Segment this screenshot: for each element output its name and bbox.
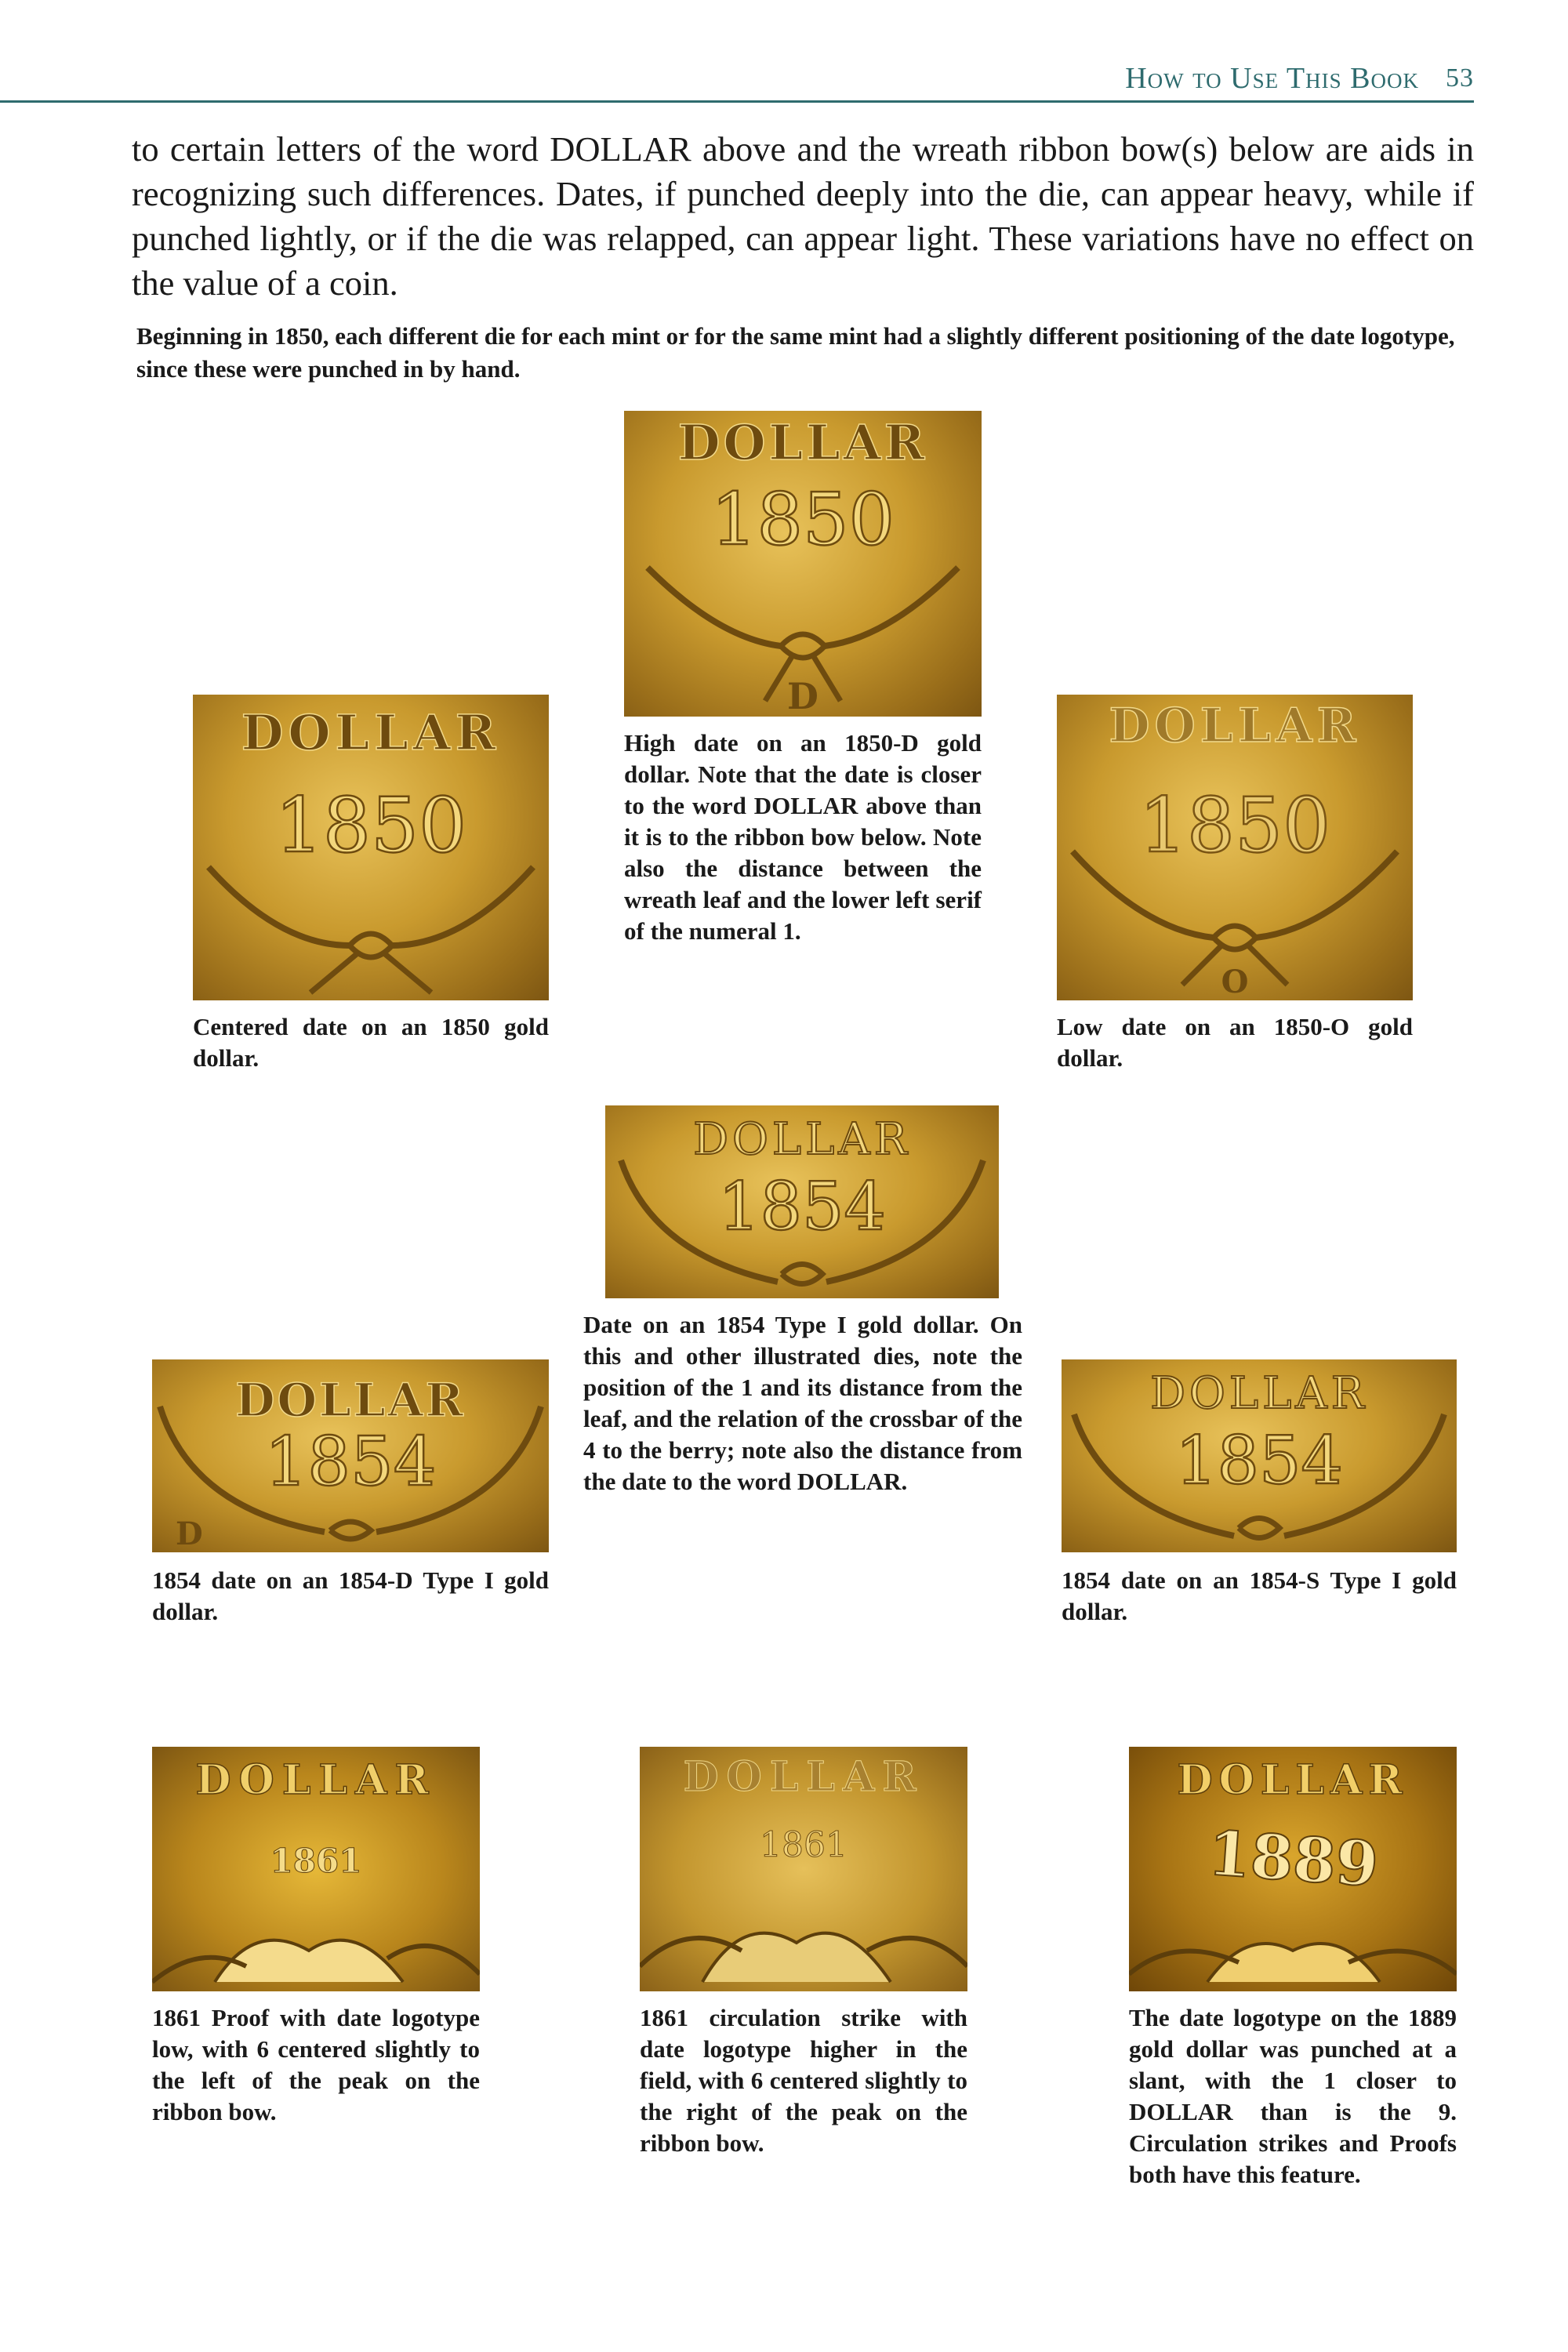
ribbon-bow xyxy=(1207,1944,1380,1982)
ribbon-bow xyxy=(1239,1519,1279,1538)
coin-date: 1889 xyxy=(1205,1817,1381,1901)
caption-1889: The date logotype on the 1889 gold dollar was punched at a slant, with the 1 closer to DOLLAR than is the 9. Circulation strikes and Proofs both have this feature. xyxy=(1129,2004,1457,2188)
coin-date: 1854 xyxy=(1175,1422,1343,1499)
ribbon-bow xyxy=(215,1940,403,1982)
page-number: 53 xyxy=(1446,64,1474,93)
coin-legend: DOLLAR xyxy=(1109,699,1361,753)
coin-photo-1854 xyxy=(605,1105,999,1298)
body-paragraph: to certain letters of the word DOLLAR above and the wreath ribbon bow(s) below are aids in recognizing such differences. Dates, if punched deeply into the die, can appear heavy, while if punched lightly, or if the die was relapped, can appear light. These variations have no effect on the value of a coin. xyxy=(132,129,1474,303)
ribbon-bow xyxy=(782,1265,822,1284)
caption-1861-circulation: 1861 circulation strike with date logotype higher in the field, with 6 centered slightly to the right of the peak on the ribbon bow. xyxy=(640,2004,967,2157)
coin-date: 1861 xyxy=(270,1842,362,1880)
coin-date: 1854 xyxy=(264,1423,437,1501)
caption-1854: Date on an 1854 Type I gold dollar. On this and other illustrated dies, note the position of the 1 and its distance from the leaf, and the relation of the crossbar of the 4 to the berry; note also the distance from the date to the word DOLLAR. xyxy=(583,1311,1022,1495)
coin-legend: DOLLAR xyxy=(195,1756,437,1804)
caption-1861-proof: 1861 Proof with date logotype low, with 6 centered slightly to the left of the peak on the ribbon bow. xyxy=(152,2004,480,2125)
coin-date: 1854 xyxy=(718,1168,886,1245)
coin-legend: DOLLAR xyxy=(241,704,501,761)
caption-1850-d: High date on an 1850-D gold dollar. Note that the date is closer to the word DOLLAR above than it is to the ribbon bow below. Note also the distance between the wreath leaf and the lower left serif of the numeral 1. xyxy=(624,729,982,945)
coin-photo-1854-s xyxy=(1062,1359,1457,1552)
caption-1850-o: Low date on an 1850-O gold dollar. xyxy=(1057,1013,1413,1072)
coin-legend: DOLLAR xyxy=(677,414,928,471)
coin-legend: DOLLAR xyxy=(693,1114,911,1165)
coin-legend: DOLLAR xyxy=(683,1753,924,1801)
coin-legend: DOLLAR xyxy=(1177,1756,1409,1804)
mint-mark: O xyxy=(1221,964,1249,1000)
coin-photo-1889 xyxy=(1129,1747,1457,1991)
mint-mark: D xyxy=(787,675,818,717)
coin-date: 1850 xyxy=(1138,782,1331,869)
header-title: How to Use This Book xyxy=(1125,62,1419,95)
coin-date: 1861 xyxy=(760,1825,848,1865)
coin-legend: DOLLAR xyxy=(235,1374,466,1427)
coin-legend: DOLLAR xyxy=(1150,1368,1368,1419)
running-header xyxy=(0,55,1474,102)
coin-date: 1850 xyxy=(274,782,467,869)
caption-1854-d: 1854 date on an 1854-D Type I gold dollar. xyxy=(152,1566,549,1625)
coin-photo-1850-d xyxy=(624,411,982,717)
header-rule xyxy=(0,100,1474,103)
coin-photo-1850 xyxy=(193,695,549,1000)
coin-photo-1854-d xyxy=(152,1359,549,1552)
coin-photo-1850-o xyxy=(1057,695,1413,1000)
ribbon-bow xyxy=(702,1933,891,1982)
coin-photo-1861-proof xyxy=(152,1747,480,1991)
caption-1854-s: 1854 date on an 1854-S Type I gold dollar. xyxy=(1062,1566,1457,1625)
mint-mark: D xyxy=(176,1515,203,1552)
coin-photo-1861-circulation xyxy=(640,1747,967,1991)
lead-caption: Beginning in 1850, each different die for each mint or for the same mint had a slightly different positioning of the date logotype, since these were punched in by hand. xyxy=(136,322,1455,383)
coin-date: 1850 xyxy=(710,477,895,561)
caption-1850: Centered date on an 1850 gold dollar. xyxy=(193,1013,549,1072)
ribbon-bow xyxy=(330,1522,371,1539)
